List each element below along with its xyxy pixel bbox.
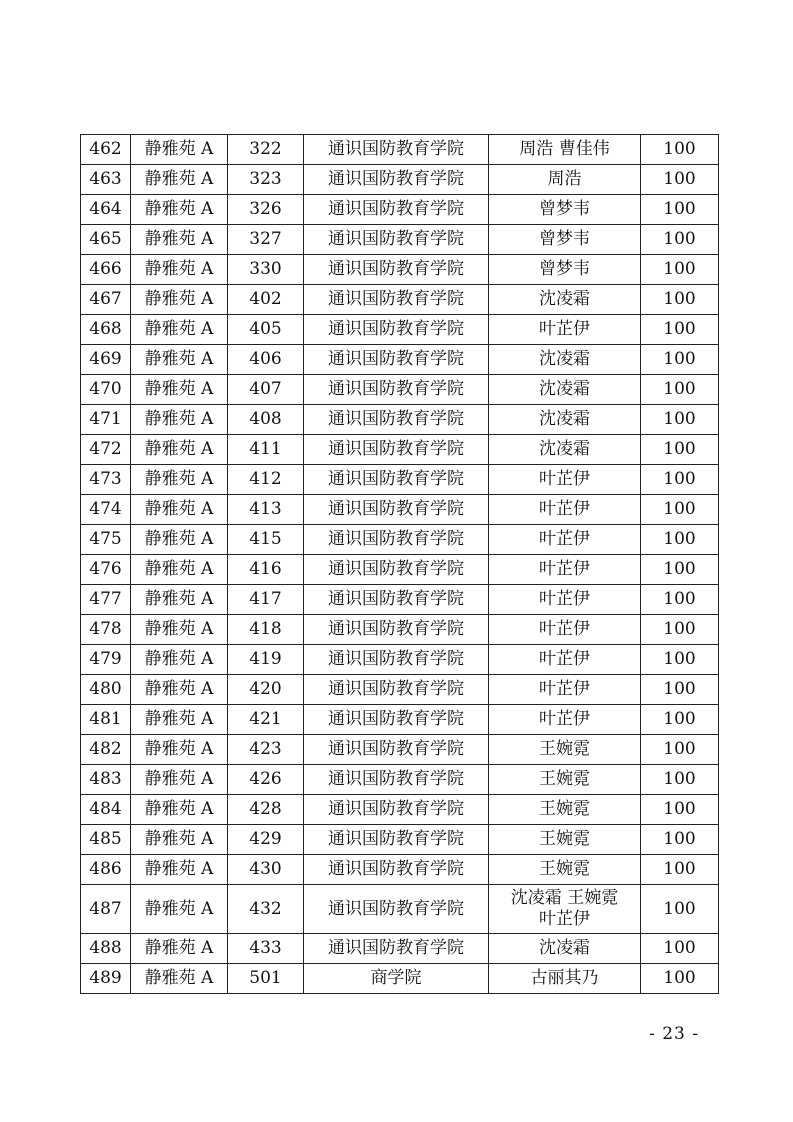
room-number: 330 xyxy=(228,255,304,285)
table-row xyxy=(81,705,719,735)
row-number: 472 xyxy=(81,435,131,465)
college-name: 通识国防教育学院 xyxy=(304,495,489,525)
person-name: 古丽其乃 xyxy=(489,964,641,994)
person-name: 周浩 曹佳伟 xyxy=(489,135,641,165)
dormitory-score-table xyxy=(80,134,719,994)
score-value: 100 xyxy=(641,825,719,855)
row-number: 473 xyxy=(81,465,131,495)
room-number: 407 xyxy=(228,375,304,405)
room-number: 432 xyxy=(228,885,304,934)
building-name: 静雅苑 A xyxy=(131,885,228,934)
building-name: 静雅苑 A xyxy=(131,705,228,735)
person-name: 沈凌霜 xyxy=(489,345,641,375)
row-number: 469 xyxy=(81,345,131,375)
building-name: 静雅苑 A xyxy=(131,435,228,465)
person-name: 曾梦韦 xyxy=(489,255,641,285)
college-name: 通识国防教育学院 xyxy=(304,705,489,735)
college-name: 通识国防教育学院 xyxy=(304,315,489,345)
building-name: 静雅苑 A xyxy=(131,135,228,165)
person-name: 沈凌霜 xyxy=(489,934,641,964)
building-name: 静雅苑 A xyxy=(131,195,228,225)
person-name: 叶芷伊 xyxy=(489,555,641,585)
room-number: 415 xyxy=(228,525,304,555)
score-value: 100 xyxy=(641,555,719,585)
score-value: 100 xyxy=(641,405,719,435)
college-name: 通识国防教育学院 xyxy=(304,645,489,675)
college-name: 通识国防教育学院 xyxy=(304,885,489,934)
building-name: 静雅苑 A xyxy=(131,795,228,825)
person-name: 王婉霓 xyxy=(489,735,641,765)
table-row xyxy=(81,315,719,345)
table-row xyxy=(81,525,719,555)
row-number: 485 xyxy=(81,825,131,855)
person-name: 王婉霓 xyxy=(489,765,641,795)
score-value: 100 xyxy=(641,855,719,885)
table-row xyxy=(81,765,719,795)
room-number: 402 xyxy=(228,285,304,315)
row-number: 482 xyxy=(81,735,131,765)
score-value: 100 xyxy=(641,435,719,465)
building-name: 静雅苑 A xyxy=(131,675,228,705)
row-number: 464 xyxy=(81,195,131,225)
table-row xyxy=(81,795,719,825)
score-value: 100 xyxy=(641,285,719,315)
person-name: 曾梦韦 xyxy=(489,195,641,225)
table-row xyxy=(81,934,719,964)
room-number: 408 xyxy=(228,405,304,435)
college-name: 通识国防教育学院 xyxy=(304,525,489,555)
score-value: 100 xyxy=(641,195,719,225)
building-name: 静雅苑 A xyxy=(131,585,228,615)
table-row xyxy=(81,675,719,705)
building-name: 静雅苑 A xyxy=(131,165,228,195)
table-row xyxy=(81,345,719,375)
college-name: 通识国防教育学院 xyxy=(304,735,489,765)
room-number: 501 xyxy=(228,964,304,994)
room-number: 423 xyxy=(228,735,304,765)
score-value: 100 xyxy=(641,934,719,964)
table-row xyxy=(81,855,719,885)
row-number: 467 xyxy=(81,285,131,315)
person-name: 沈凌霜 xyxy=(489,405,641,435)
score-value: 100 xyxy=(641,315,719,345)
building-name: 静雅苑 A xyxy=(131,225,228,255)
score-value: 100 xyxy=(641,675,719,705)
person-name: 叶芷伊 xyxy=(489,315,641,345)
score-value: 100 xyxy=(641,705,719,735)
score-value: 100 xyxy=(641,765,719,795)
table-row xyxy=(81,615,719,645)
building-name: 静雅苑 A xyxy=(131,405,228,435)
room-number: 412 xyxy=(228,465,304,495)
room-number: 327 xyxy=(228,225,304,255)
building-name: 静雅苑 A xyxy=(131,285,228,315)
college-name: 通识国防教育学院 xyxy=(304,375,489,405)
score-value: 100 xyxy=(641,495,719,525)
room-number: 429 xyxy=(228,825,304,855)
person-name: 叶芷伊 xyxy=(489,615,641,645)
room-number: 406 xyxy=(228,345,304,375)
college-name: 通识国防教育学院 xyxy=(304,135,489,165)
person-name: 周浩 xyxy=(489,165,641,195)
score-value: 100 xyxy=(641,735,719,765)
room-number: 411 xyxy=(228,435,304,465)
table-row xyxy=(81,135,719,165)
score-value: 100 xyxy=(641,885,719,934)
score-value: 100 xyxy=(641,255,719,285)
table-row xyxy=(81,405,719,435)
row-number: 477 xyxy=(81,585,131,615)
table-row xyxy=(81,964,719,994)
room-number: 326 xyxy=(228,195,304,225)
score-value: 100 xyxy=(641,375,719,405)
building-name: 静雅苑 A xyxy=(131,825,228,855)
page-number: - 23 - xyxy=(649,1024,699,1044)
table-row xyxy=(81,825,719,855)
room-number: 430 xyxy=(228,855,304,885)
room-number: 418 xyxy=(228,615,304,645)
college-name: 通识国防教育学院 xyxy=(304,465,489,495)
college-name: 通识国防教育学院 xyxy=(304,345,489,375)
building-name: 静雅苑 A xyxy=(131,345,228,375)
score-value: 100 xyxy=(641,585,719,615)
person-name: 叶芷伊 xyxy=(489,495,641,525)
college-name: 通识国防教育学院 xyxy=(304,795,489,825)
room-number: 420 xyxy=(228,675,304,705)
room-number: 428 xyxy=(228,795,304,825)
room-number: 421 xyxy=(228,705,304,735)
table-body xyxy=(81,135,719,994)
score-value: 100 xyxy=(641,465,719,495)
row-number: 488 xyxy=(81,934,131,964)
college-name: 通识国防教育学院 xyxy=(304,255,489,285)
building-name: 静雅苑 A xyxy=(131,495,228,525)
row-number: 480 xyxy=(81,675,131,705)
room-number: 322 xyxy=(228,135,304,165)
building-name: 静雅苑 A xyxy=(131,465,228,495)
score-value: 100 xyxy=(641,345,719,375)
college-name: 通识国防教育学院 xyxy=(304,934,489,964)
room-number: 419 xyxy=(228,645,304,675)
row-number: 479 xyxy=(81,645,131,675)
table-row xyxy=(81,645,719,675)
score-value: 100 xyxy=(641,525,719,555)
person-name: 沈凌霜 王婉霓 叶芷伊 xyxy=(489,885,641,934)
room-number: 433 xyxy=(228,934,304,964)
score-value: 100 xyxy=(641,225,719,255)
row-number: 486 xyxy=(81,855,131,885)
table-row xyxy=(81,255,719,285)
row-number: 481 xyxy=(81,705,131,735)
score-value: 100 xyxy=(641,165,719,195)
room-number: 323 xyxy=(228,165,304,195)
score-value: 100 xyxy=(641,615,719,645)
college-name: 通识国防教育学院 xyxy=(304,555,489,585)
table-row xyxy=(81,495,719,525)
table-row xyxy=(81,735,719,765)
person-name: 叶芷伊 xyxy=(489,585,641,615)
table-row xyxy=(81,375,719,405)
college-name: 通识国防教育学院 xyxy=(304,225,489,255)
college-name: 商学院 xyxy=(304,964,489,994)
table-row xyxy=(81,285,719,315)
building-name: 静雅苑 A xyxy=(131,315,228,345)
row-number: 462 xyxy=(81,135,131,165)
row-number: 478 xyxy=(81,615,131,645)
building-name: 静雅苑 A xyxy=(131,255,228,285)
person-name: 叶芷伊 xyxy=(489,675,641,705)
row-number: 470 xyxy=(81,375,131,405)
row-number: 466 xyxy=(81,255,131,285)
score-value: 100 xyxy=(641,135,719,165)
building-name: 静雅苑 A xyxy=(131,555,228,585)
college-name: 通识国防教育学院 xyxy=(304,765,489,795)
room-number: 405 xyxy=(228,315,304,345)
row-number: 483 xyxy=(81,765,131,795)
row-number: 476 xyxy=(81,555,131,585)
person-name: 王婉霓 xyxy=(489,855,641,885)
person-name: 叶芷伊 xyxy=(489,465,641,495)
score-value: 100 xyxy=(641,795,719,825)
college-name: 通识国防教育学院 xyxy=(304,435,489,465)
row-number: 475 xyxy=(81,525,131,555)
person-name: 沈凌霜 xyxy=(489,285,641,315)
college-name: 通识国防教育学院 xyxy=(304,285,489,315)
building-name: 静雅苑 A xyxy=(131,765,228,795)
room-number: 417 xyxy=(228,585,304,615)
college-name: 通识国防教育学院 xyxy=(304,675,489,705)
table-row xyxy=(81,165,719,195)
building-name: 静雅苑 A xyxy=(131,525,228,555)
college-name: 通识国防教育学院 xyxy=(304,165,489,195)
building-name: 静雅苑 A xyxy=(131,855,228,885)
person-name: 叶芷伊 xyxy=(489,705,641,735)
college-name: 通识国防教育学院 xyxy=(304,405,489,435)
building-name: 静雅苑 A xyxy=(131,934,228,964)
person-name: 叶芷伊 xyxy=(489,645,641,675)
row-number: 487 xyxy=(81,885,131,934)
score-value: 100 xyxy=(641,645,719,675)
person-name: 王婉霓 xyxy=(489,825,641,855)
college-name: 通识国防教育学院 xyxy=(304,585,489,615)
table-row xyxy=(81,555,719,585)
table-row xyxy=(81,435,719,465)
person-name: 沈凌霜 xyxy=(489,435,641,465)
building-name: 静雅苑 A xyxy=(131,615,228,645)
score-value: 100 xyxy=(641,964,719,994)
row-number: 489 xyxy=(81,964,131,994)
college-name: 通识国防教育学院 xyxy=(304,615,489,645)
table-row xyxy=(81,585,719,615)
table-row xyxy=(81,225,719,255)
building-name: 静雅苑 A xyxy=(131,735,228,765)
person-name: 曾梦韦 xyxy=(489,225,641,255)
person-name: 沈凌霜 xyxy=(489,375,641,405)
row-number: 463 xyxy=(81,165,131,195)
room-number: 426 xyxy=(228,765,304,795)
table-row xyxy=(81,195,719,225)
row-number: 465 xyxy=(81,225,131,255)
college-name: 通识国防教育学院 xyxy=(304,195,489,225)
person-name: 叶芷伊 xyxy=(489,525,641,555)
college-name: 通识国防教育学院 xyxy=(304,855,489,885)
building-name: 静雅苑 A xyxy=(131,964,228,994)
table-row xyxy=(81,465,719,495)
row-number: 474 xyxy=(81,495,131,525)
person-name: 王婉霓 xyxy=(489,795,641,825)
college-name: 通识国防教育学院 xyxy=(304,825,489,855)
row-number: 468 xyxy=(81,315,131,345)
building-name: 静雅苑 A xyxy=(131,645,228,675)
row-number: 471 xyxy=(81,405,131,435)
room-number: 413 xyxy=(228,495,304,525)
building-name: 静雅苑 A xyxy=(131,375,228,405)
row-number: 484 xyxy=(81,795,131,825)
room-number: 416 xyxy=(228,555,304,585)
table-row xyxy=(81,885,719,934)
